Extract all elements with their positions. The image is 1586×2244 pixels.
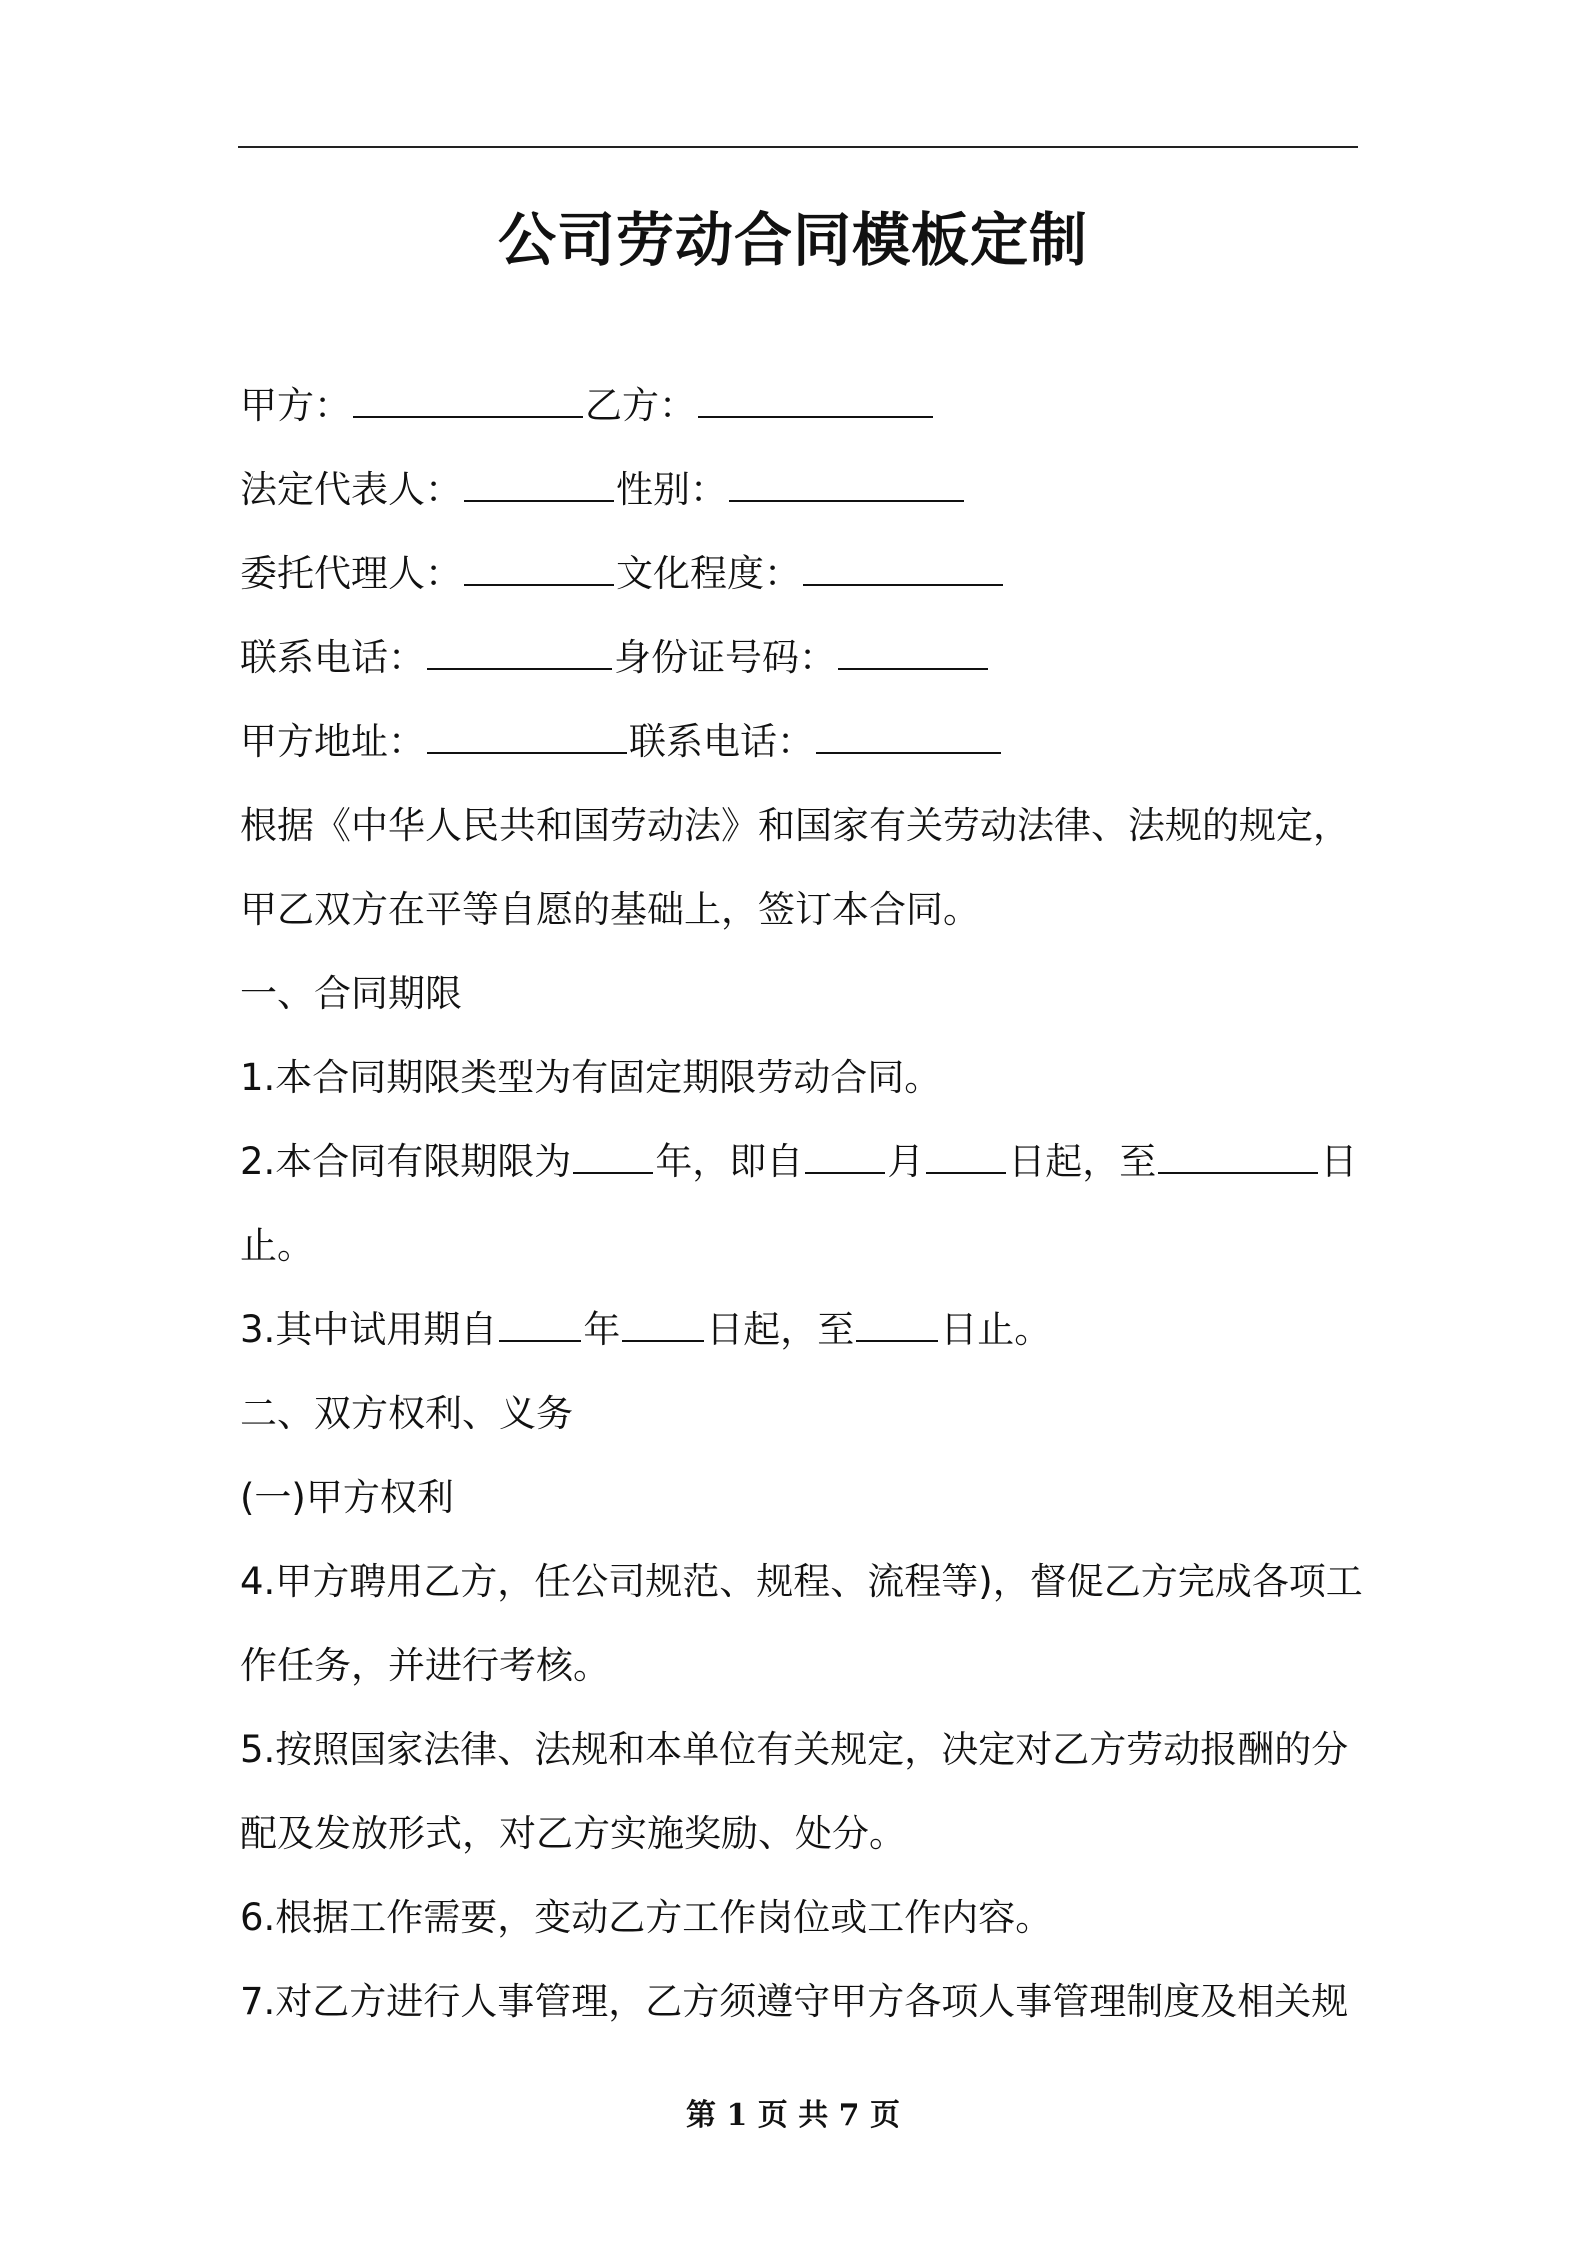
id-number-blank — [838, 632, 988, 670]
legal-rep-line — [240, 448, 1360, 532]
party-b-blank — [698, 380, 933, 418]
agent-line — [240, 532, 1360, 616]
clause-3-year-blank — [499, 1304, 581, 1342]
phone-blank — [427, 632, 612, 670]
document-body — [240, 364, 1363, 2044]
party-a-address-label: 甲方地址： — [240, 720, 425, 763]
clause-3 — [240, 1288, 1360, 1372]
clause-4-line-1: 4.甲方聘用乙方，任公司规范、规程、流程等)，督促乙方完成各项工 — [240, 1560, 1363, 1603]
phone-label: 联系电话： — [240, 636, 425, 679]
clause-3-day-from: 日起，至 — [706, 1308, 855, 1351]
clause-2-month: 月 — [887, 1140, 925, 1183]
clause-2-prefix: 2.本合同有限期限为 — [240, 1140, 572, 1183]
clause-3-prefix: 3.其中试用期自 — [240, 1308, 498, 1351]
phone-id-line — [240, 616, 1360, 700]
clause-2-day-to: 日 — [1320, 1140, 1358, 1183]
clause-7: 7.对乙方进行人事管理，乙方须遵守甲方各项人事管理制度及相关规 — [240, 1980, 1349, 2023]
clause-2-line-1 — [240, 1120, 1360, 1204]
document-title: 公司劳动合同模板定制 — [497, 206, 1088, 274]
clause-2-day-from: 日起，至 — [1008, 1140, 1157, 1183]
section2-heading: 二、双方权利、义务 — [240, 1392, 573, 1435]
party-a-rights-heading: (一)甲方权利 — [240, 1476, 454, 1519]
clause-6: 6.根据工作需要，变动乙方工作岗位或工作内容。 — [240, 1896, 1053, 1939]
section1-heading: 一、合同期限 — [240, 972, 462, 1015]
agent-label: 委托代理人： — [240, 552, 462, 595]
intro-line-1: 根据《中华人民共和国劳动法》和国家有关劳动法律、法规的规定， — [240, 804, 1350, 847]
agent-blank — [464, 548, 614, 586]
legal-rep-blank — [464, 464, 614, 502]
parties-line — [240, 364, 1360, 448]
clause-3-year: 年 — [583, 1308, 621, 1351]
gender-blank — [729, 464, 964, 502]
clause-3-end: 日止。 — [940, 1308, 1052, 1351]
party-a-label: 甲方： — [240, 384, 351, 427]
party-b-label: 乙方： — [585, 384, 696, 427]
gender-label: 性别： — [616, 468, 727, 511]
clause-2-line-2: 止。 — [240, 1224, 314, 1267]
phone2-label: 联系电话： — [629, 720, 814, 763]
education-blank — [803, 548, 1003, 586]
header-rule — [238, 146, 1358, 148]
clause-2-day-blank — [926, 1136, 1006, 1174]
education-label: 文化程度： — [616, 552, 801, 595]
clause-1: 1.本合同期限类型为有固定期限劳动合同。 — [240, 1056, 942, 1099]
clause-5-line-2: 配及发放形式，对乙方实施奖励、处分。 — [240, 1812, 906, 1855]
clause-3-end-blank — [856, 1304, 938, 1342]
clause-2-end-blank — [1158, 1136, 1318, 1174]
address-line — [240, 700, 1360, 784]
party-a-blank — [353, 380, 583, 418]
phone2-blank — [816, 716, 1001, 754]
clause-5-line-1: 5.按照国家法律、法规和本单位有关规定，决定对乙方劳动报酬的分 — [240, 1728, 1349, 1771]
legal-rep-label: 法定代表人： — [240, 468, 462, 511]
page-footer: 第 1 页 共 7 页 — [686, 2098, 900, 2133]
id-number-label: 身份证号码： — [614, 636, 836, 679]
party-a-address-blank — [427, 716, 627, 754]
clause-2-year: 年，即自 — [655, 1140, 804, 1183]
intro-line-2: 甲乙双方在平等自愿的基础上，签订本合同。 — [240, 888, 980, 931]
clause-2-month-blank — [805, 1136, 885, 1174]
clause-4-line-2: 作任务，并进行考核。 — [240, 1644, 610, 1687]
clause-2-year-blank — [573, 1136, 653, 1174]
clause-3-day-blank — [622, 1304, 704, 1342]
